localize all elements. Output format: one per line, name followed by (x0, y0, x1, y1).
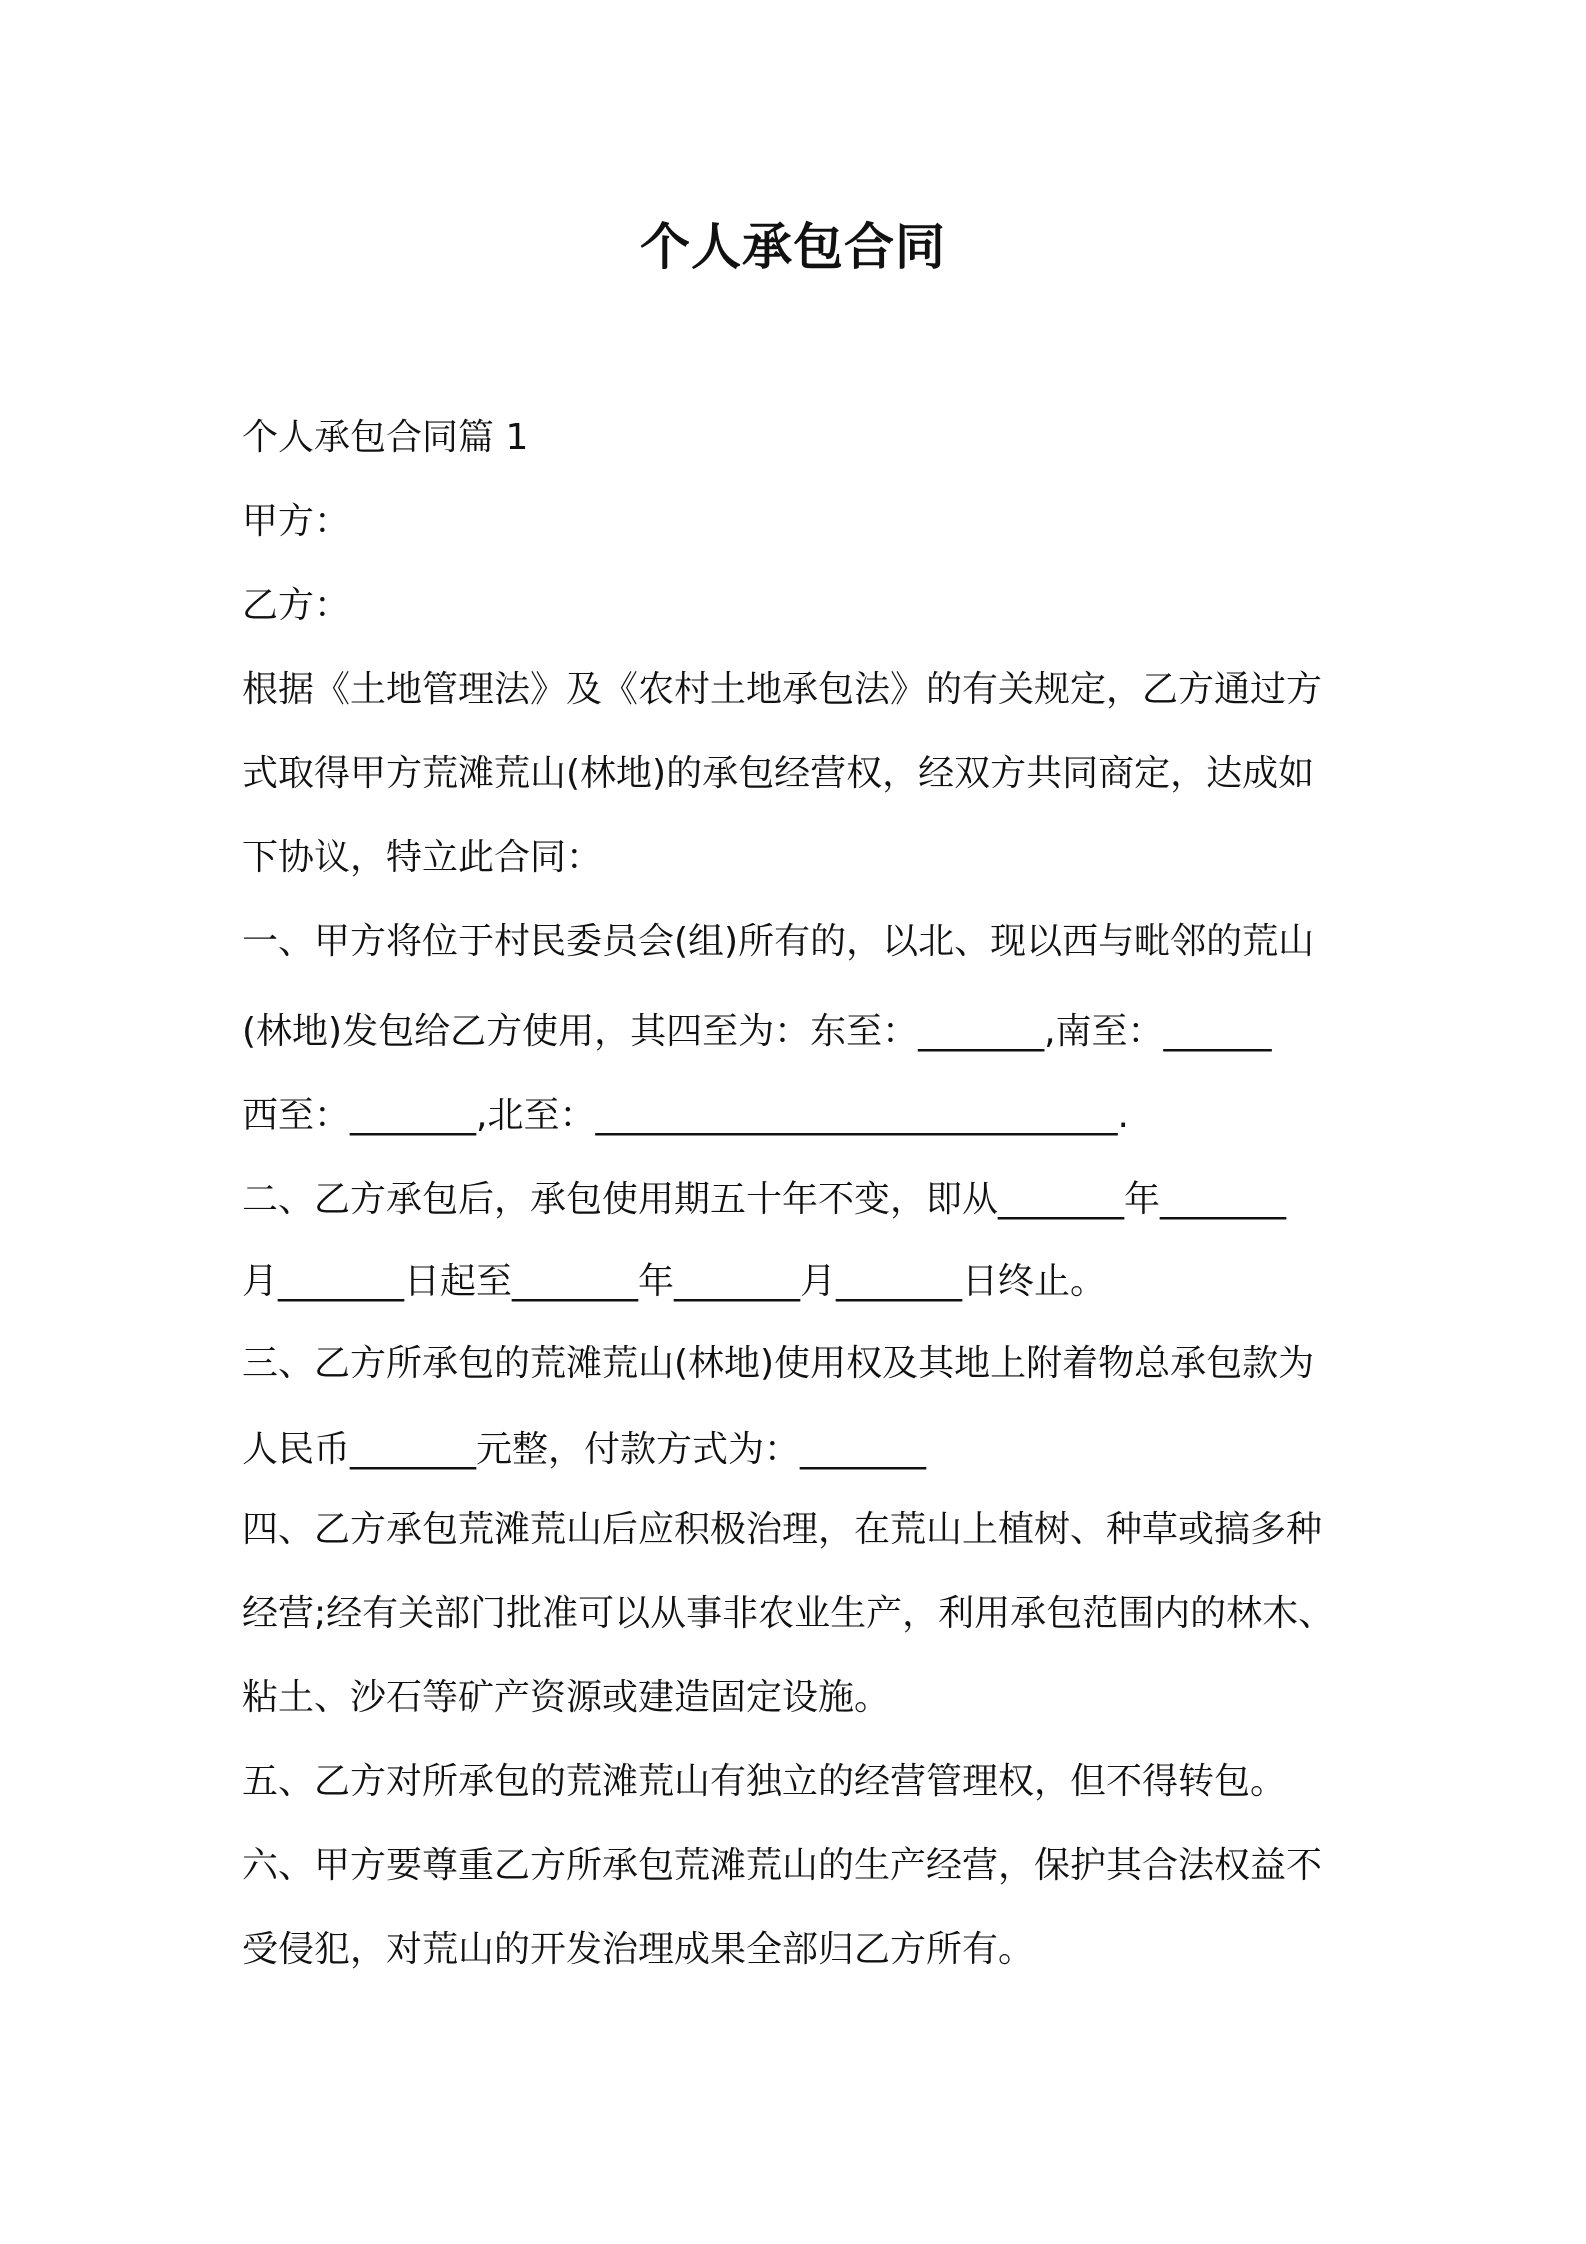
paragraph-line: 月_______日起至_______年_______月_______日终止。 (242, 1261, 1107, 1302)
section-heading: 个人承包合同篇 1 (242, 417, 529, 458)
paragraph-line: 五、乙方对所承包的荒滩荒山有独立的经营管理权，但不得转包。 (242, 1761, 1287, 1802)
paragraph-line: 式取得甲方荒滩荒山(林地)的承包经营权，经双方共同商定，达成如 (242, 753, 1315, 794)
paragraph-line: 根据《土地管理法》及《农村土地承包法》的有关规定，乙方通过方 (242, 669, 1323, 710)
paragraph-line: 粘土、沙石等矿产资源或建造固定设施。 (242, 1677, 891, 1718)
paragraph-line: 四、乙方承包荒滩荒山后应积极治理，在荒山上植树、种草或搞多种 (242, 1509, 1323, 1550)
paragraph-line: 受侵犯，对荒山的开发治理成果全部归乙方所有。 (242, 1929, 1035, 1970)
paragraph-line: (林地)发包给乙方使用，其四至为：东至：_______,南至：______ (242, 1011, 1272, 1052)
paragraph-line: 下协议，特立此合同： (242, 837, 603, 878)
paragraph-line: 六、甲方要尊重乙方所承包荒滩荒山的生产经营，保护其合法权益不 (242, 1845, 1323, 1886)
paragraph-line: 一、甲方将位于村民委员会(组)所有的，以北、现以西与毗邻的荒山 (242, 921, 1315, 962)
paragraph-line: 经营;经有关部门批准可以从事非农业生产，利用承包范围内的林木、 (242, 1593, 1335, 1634)
party-a-line: 甲方： (242, 501, 351, 542)
paragraph-line: 三、乙方所承包的荒滩荒山(林地)使用权及其地上附着物总承包款为 (242, 1343, 1315, 1384)
paragraph-line: 二、乙方承包后，承包使用期五十年不变，即从_______年_______ (242, 1179, 1287, 1220)
document-title: 个人承包合同 (640, 218, 946, 276)
paragraph-line: 西至：_______,北至：_____________________________. (242, 1095, 1129, 1136)
paragraph-line: 人民币_______元整，付款方式为：_______ (242, 1429, 927, 1470)
party-b-line: 乙方： (242, 585, 351, 626)
